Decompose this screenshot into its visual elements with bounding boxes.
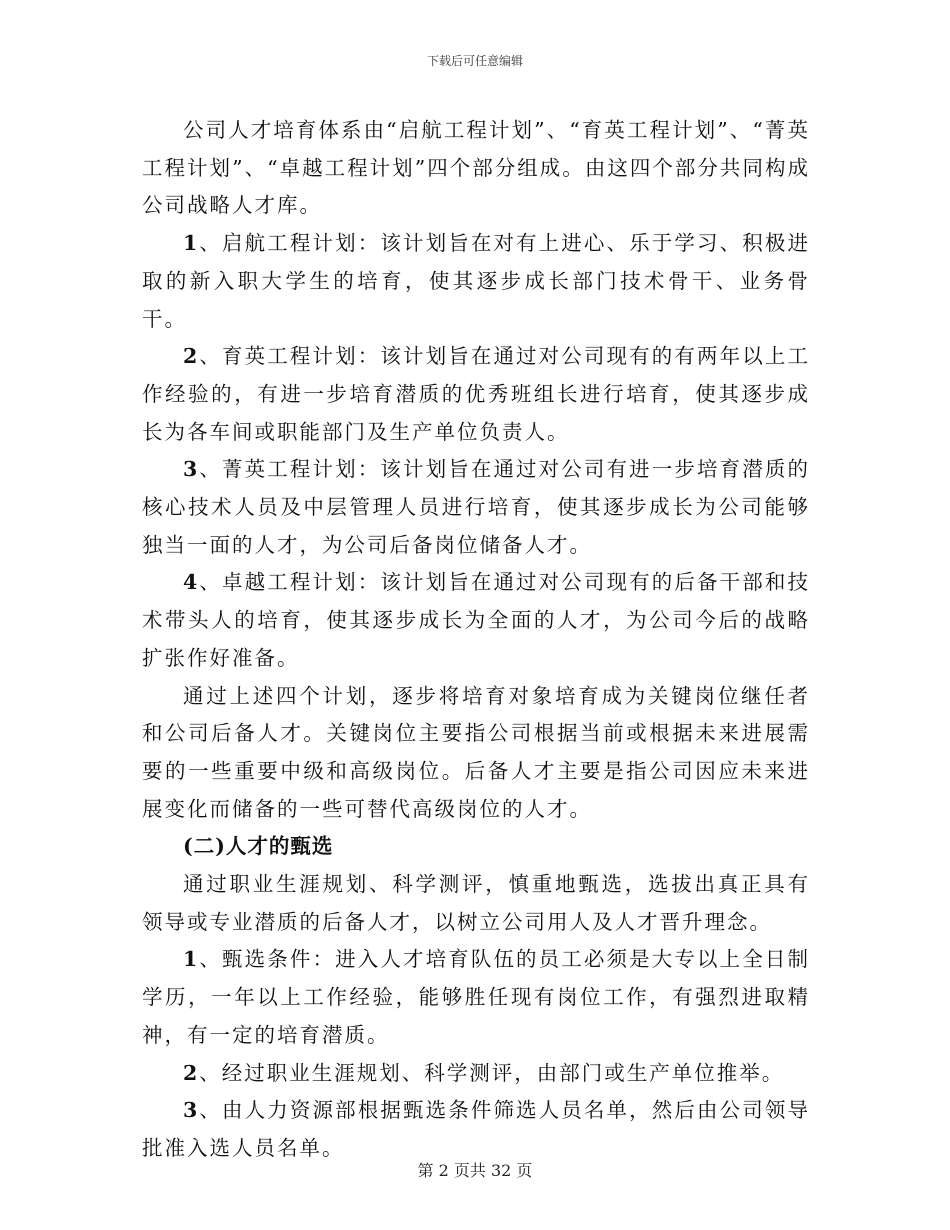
list-item-recommendation: 2、经过职业生涯规划、科学测评，由部门或生产单位推举。 [183,1060,785,1085]
document-body [142,112,810,1168]
list-item-selection-criteria: 1、甄选条件：进入人才培育队伍的员工必须是大专以上全日制学历，一年以上工作经验，能够胜任现有岗位工作，有强烈进取精神，有一定的培育潜质。 [142,947,810,1047]
paragraph-intro: 公司人才培育体系由“启航工程计划”、“育英工程计划”、“菁英工程计划”、“卓越工程计划”四个部分组成。由这四个部分共同构成公司战略人才库。 [142,118,810,218]
item-number: 1 [183,231,200,256]
item-number: 3 [183,1098,200,1123]
page-footer: 第 2 页共 32 页 [417,1161,533,1180]
paragraph-selection-intro: 通过职业生涯规划、科学测评，慎重地甄选，选拔出真正具有领导或专业潜质的后备人才，以树立公司用人及人才晋升理念。 [142,872,810,934]
item-number: 2 [183,1060,200,1085]
page-header: 下载后可任意编辑 [426,54,523,68]
section-heading: (二)人才的甄选 [183,834,334,859]
list-item-zhuoyue: 4、卓越工程计划：该计划旨在通过对公司现有的后备干部和技术带头人的培育，使其逐步成长为全面的人才，为公司今后的战略扩张作好准备。 [142,570,810,670]
item-number: 1 [183,947,200,972]
paragraph-summary: 通过上述四个计划，逐步将培育对象培育成为关键岗位继任者和公司后备人才。关键岗位主要指公司根据当前或根据未来进展需要的一些重要中级和高级岗位。后备人才主要是指公司因应未来进展变化而储备的一些可替代高级岗位的人才。 [142,683,810,821]
list-item-jingying: 3、菁英工程计划：该计划旨在通过对公司有进一步培育潜质的核心技术人员及中层管理人员进行培育，使其逐步成长为公司能够独当一面的人才，为公司后备岗位储备人才。 [142,457,810,557]
item-number: 3 [183,457,200,482]
list-item-qihang: 1、启航工程计划：该计划旨在对有上进心、乐于学习、积极进取的新入职大学生的培育，使其逐步成长部门技术骨干、业务骨干。 [142,231,810,331]
item-number: 4 [183,570,200,595]
list-item-yuying: 2、育英工程计划：该计划旨在通过对公司现有的有两年以上工作经验的，有进一步培育潜质的优秀班组长进行培育，使其逐步成长为各车间或职能部门及生产单位负责人。 [142,344,810,444]
item-number: 2 [183,344,200,369]
list-item-approval: 3、由人力资源部根据甄选条件筛选人员名单，然后由公司领导批准入选人员名单。 [142,1098,810,1160]
